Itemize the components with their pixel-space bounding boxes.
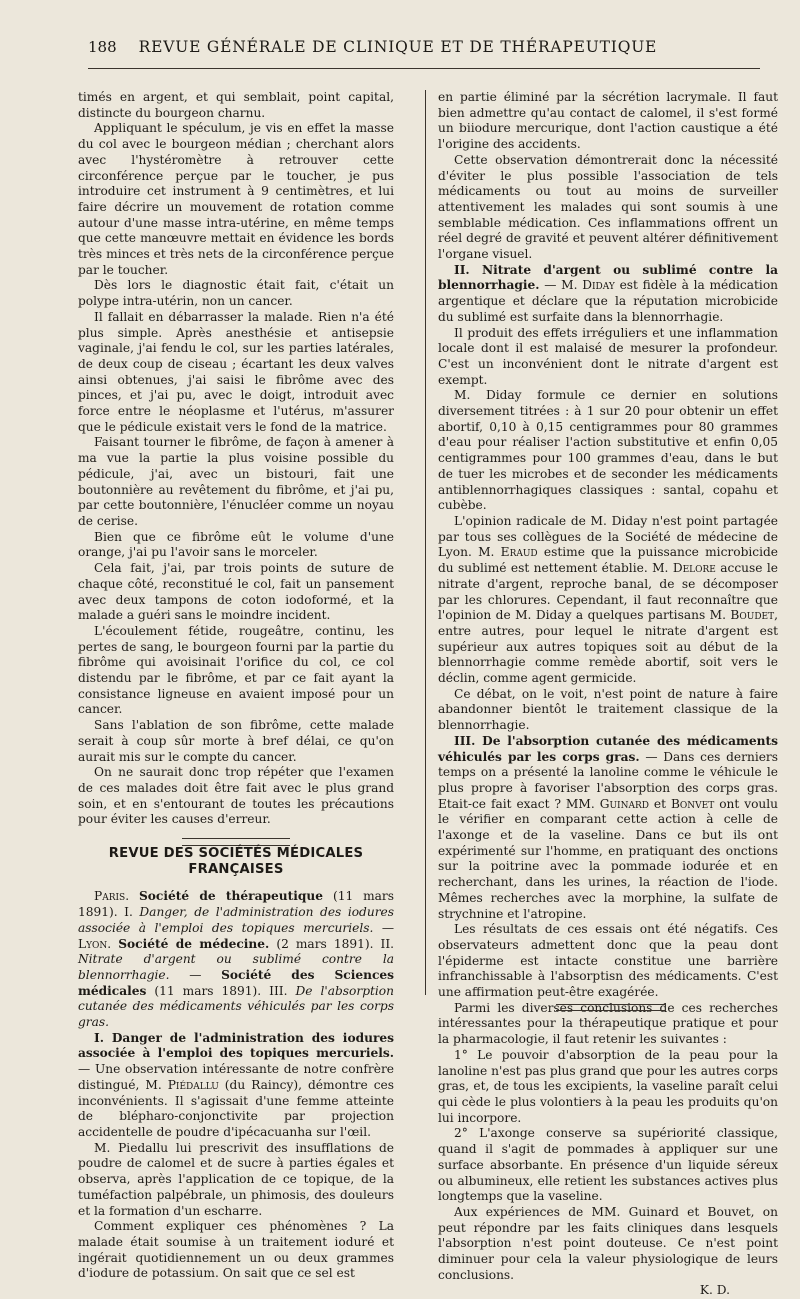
subsection-heading: III. De l'absorption cutanée des médicaments véhiculés par les corps gras.	[438, 733, 778, 764]
society-name: Société de thérapeutique	[138, 889, 324, 904]
author-name: Diday	[582, 278, 615, 293]
paragraph: 2° L'axonge conserve sa supériorité classique, quand il s'agit de pommades à appliquer sur une surface absorbante. En présence d'un liquide séreux ou albumineux, elle retient les substances actives plus longtemps que la vaseline.	[438, 1126, 778, 1204]
end-rule	[556, 1004, 666, 1011]
paragraph: M. Piedallu lui prescrivit des insufflations de poudre de calomel et de sucre à parties égales et observa, après l'application de ce topique, de la tuméfaction palpébrale, un phimosis, des douleurs et la formation d'un escharre.	[78, 1140, 394, 1218]
paragraph: Il produit des effets irréguliers et une inflammation locale dont il est malaisé de mesurer la profondeur. C'est un inconvénient dont le nitrate d'argent est exempt.	[438, 325, 778, 387]
paragraph: 1° Le pouvoir d'absorption de la peau pour la lanoline n'est pas plus grand que pour les autres corps gras, et, de tous les excipients, la vaseline paraît celui qui cède le plus volontiers à la peau les produits qu'on lui incorpore.	[438, 1047, 778, 1125]
text-run: (du Raincy), démontre ces inconvénients. Il s'agissait d'une femme atteinte de blépharo-conjonctivite par projection accidentelle de poudre d'ipécacuanha sur l'œil.	[78, 1077, 394, 1139]
paragraph	[438, 263, 778, 326]
dash: —	[189, 967, 202, 982]
city-paris: Paris.	[94, 889, 130, 904]
subsection-heading: II. Nitrate d'argent ou sublimé contre la blennorrhagie.	[438, 262, 778, 293]
subsection-heading: I. Danger de l'administration des iodures associée à l'emploi des topiques mercuriels.	[78, 1030, 394, 1061]
paragraph: Parmi les diverses conclusions de ces recherches intéressantes pour la thérapeutique pratique et pour la pharmacologie, il faut retenir les suivantes :	[438, 1000, 778, 1047]
right-column	[438, 90, 779, 1298]
text-run: — Une observation intéressante de notre confrère distingué, M.	[78, 1062, 394, 1092]
text-run: et	[653, 796, 667, 811]
meeting-date: (2 mars 1891). II.	[276, 936, 395, 951]
page-header	[88, 38, 673, 62]
text-run: — Dans ces derniers temps on a présenté la lanoline comme le véhicule le plus propre à favoriser l'absorption des corps gras. Etait-ce fait exact ? MM.	[438, 749, 779, 811]
paragraph: L'écoulement fétide, rougeâtre, continu, les pertes de sang, le bourgeon fourni par la partie du fibrôme qui avoisinait l'orifice du col, ce col distendu par le fibrôme, et par ce fait ayant la consistance ligneuse en avaient imposé pour un cancer.	[78, 623, 394, 717]
text-run: L'opinion radicale de M. Diday n'est point partagée par tous ses collègues de la Société de médecine de Lyon. M.	[438, 513, 778, 560]
text-run: est fidèle à la médication argentique et déclare que la réputation microbicide du sublimé est surfaite dans la blennorrhagie.	[438, 278, 779, 324]
running-title: REVUE GÉNÉRALE DE CLINIQUE ET DE THÉRAPEUTIQUE	[138, 38, 658, 56]
page-number: 188	[88, 38, 117, 56]
text-run: accuse le nitrate d'argent, reproche banal, de se décomposer par les chlorures. Cependant, il faut reconnaître que l'opinion de M. Diday a quelques partisans M.	[438, 561, 778, 623]
paragraph: Bien que ce fibrôme eût le volume d'une orange, j'ai pu l'avoir sans le morceler.	[78, 529, 394, 560]
paragraph	[78, 1031, 394, 1141]
paragraph: Cette observation démontrerait donc la nécessité d'éviter le plus possible l'association de tels médicaments ou tout au moins de surveiller attentivement les malades qui sont soumis à une semblable médication. Ces inflammations offrent un réel degré de gravité et peuvent altérer définitivement l'organe visuel.	[438, 152, 778, 262]
paragraph: timés en argent, et qui semblait, point capital, distincte du bourgeon charnu.	[78, 90, 394, 120]
paragraph: Sans l'ablation de son fibrôme, cette malade serait à coup sûr morte à bref délai, ce qu'on aurait mis sur le compte du cancer.	[78, 718, 394, 764]
paragraph: Il fallait en débarrasser la malade. Rien n'a été plus simple. Après anesthésie et antisepsie vaginale, j'ai fendu le col, sur les parties latérales, de deux coup de ciseau ; écartant les deux valves ainsi obtenues, j'ai saisi le fibrôme avec des pinces, et j'ai pu, avec le doigt, introduit avec force entre le néoplasme et l'utérus, m'assurer que le pédicule existait vers le fond de la matrice.	[78, 309, 394, 434]
author-name: Boudet	[730, 608, 775, 623]
meeting-date: (11 mars 1891). I.	[78, 889, 395, 920]
paragraph: Appliquant le spéculum, je vis en effet la masse du col avec le bourgeon médian ; cherchant alors avec l'hystéromètre à retrouver cette circonférence perçue par le toucher, je pus introduire cet instrument à 9 centimètres, et lui faire décrire un mouvement de rotation comme autour d'une masse intra-utérine, en même temps que cette manœuvre mettait en évidence les bords très minces et très nets de la circonférence perçue par le toucher.	[78, 121, 394, 277]
left-column	[78, 90, 395, 1281]
paragraph: Les résultats de ces essais ont été négatifs. Ces observateurs admettent donc que la peau dont l'épiderme est intacte constitue une barrière infranchissable à l'absorptisn des médicaments. C'est une affirmation peut-être exagérée.	[438, 922, 778, 1000]
author-name: Guinard	[599, 796, 649, 811]
header-rule	[88, 68, 760, 69]
text-run: — M.	[544, 278, 578, 293]
paragraph: en partie éliminé par la sécrétion lacrymale. Il faut bien admettre qu'au contact de calomel, il s'est formé un biiodure mercurique, dont l'action caustique a été l'origine des accidents.	[438, 90, 778, 152]
topic-title: De l'absorption cutanée des médicaments véhiculés par les corps gras.	[78, 983, 394, 1030]
paragraph: On ne saurait donc trop répéter que l'examen de ces malades doit être fait avec le plus grand soin, et en s'entourant de toutes les précautions pour éviter les causes d'erreur.	[78, 765, 394, 827]
text-run: , entre autres, pour lequel le nitrate d'argent est supérieur aux autres topiques soit au début de la blennorrhagie comme remède abortif, soit vers le déclin, comme agent germicide.	[438, 608, 779, 686]
topic-title: Danger, de l'administration des iodures associée à l'emploi des topiques mercuriels.	[78, 905, 394, 935]
paragraph: Aux expériences de MM. Guinard et Bouvet, on peut répondre par les faits cliniques dans lesquels l'absorption n'est point douteuse. Ce n'est point diminuer pour cela la valeur physiologique de leurs conclusions.	[438, 1204, 778, 1282]
section-heading-block	[78, 838, 394, 877]
paragraph: Dès lors le diagnostic était fait, c'était un polype intra-utérin, non un cancer.	[78, 278, 394, 309]
text-run: estime que la puissance microbicide du sublimé est nettement établie. M.	[438, 545, 779, 576]
author-name: Bonvet	[670, 796, 715, 811]
paragraph: Faisant tourner le fibrôme, de façon à amener à ma vue la partie la plus voisine possible du pédicule, j'ai, avec un bistouri, fait une boutonnière au revêtement du fibrôme, et j'ai pu, par cette boutonnière, l'énucléer comme un noyau de cerise.	[78, 435, 394, 528]
section-title: REVUE DES SOCIÉTÉS MÉDICALES FRANÇAISES	[108, 846, 364, 877]
author-name: Delore	[672, 561, 716, 576]
text-run: ont voulu le vérifier en comparant cette action à celle de l'axonge et de la vaseline. Dans ce but ils ont expérimenté sur l'homme, en pratiquant des onctions sur la poitrine avec la pommade iodurée et en recherchant, dans les urines, la réaction de l'iode. Mêmes recherches avec la morphine, la sulfate de strychnine et l'atropine.	[438, 796, 779, 921]
city-lyon: Lyon.	[78, 936, 112, 951]
column-divider	[425, 90, 426, 995]
topic-title: Nitrate d'argent ou sublimé contre la blennorrhagie.	[78, 952, 394, 982]
meeting-date: (11 mars 1891). III.	[154, 983, 288, 998]
society-name: Société des Sciences médicales	[78, 967, 395, 998]
dash: —	[381, 920, 395, 935]
society-name: Société de médecine.	[118, 936, 270, 951]
decorative-rule	[182, 838, 290, 846]
paragraph: Ce débat, on le voit, n'est point de nature à faire abandonner bientôt le traitement classique de la blennorrhagie.	[438, 686, 778, 733]
paragraph	[438, 734, 778, 922]
paragraph: Comment expliquer ces phénomènes ? La malade était soumise à un traitement ioduré et ingérait quotidiennement un ou deux grammes d'iodure de potassium. On sait que ce sel est	[78, 1219, 394, 1281]
author-name: Piédallu	[167, 1077, 219, 1092]
summary-paragraph	[78, 889, 394, 1030]
author-name: Eraud	[500, 545, 538, 560]
paragraph: M. Diday formule ce dernier en solutions diversement titrées : à 1 sur 20 pour obtenir un effet abortif, 0,10 à 0,15 centigrammes pour 80 grammes d'eau pour réaliser l'action substitutive et enfin 0,05 centigrammes pour 100 grammes d'eau, dans le but de tuer les microbes et de seconder les médicaments antiblennorrhagiques classiques : santal, copahu et cubèbe.	[438, 388, 778, 513]
signature: K. D.	[699, 1283, 730, 1298]
paragraph: Cela fait, j'ai, par trois points de suture de chaque côté, reconstitué le col, fait un pansement avec deux tampons de coton iodoformé, et la malade a guéri sans le moindre incident.	[78, 561, 394, 623]
paragraph	[438, 514, 778, 687]
